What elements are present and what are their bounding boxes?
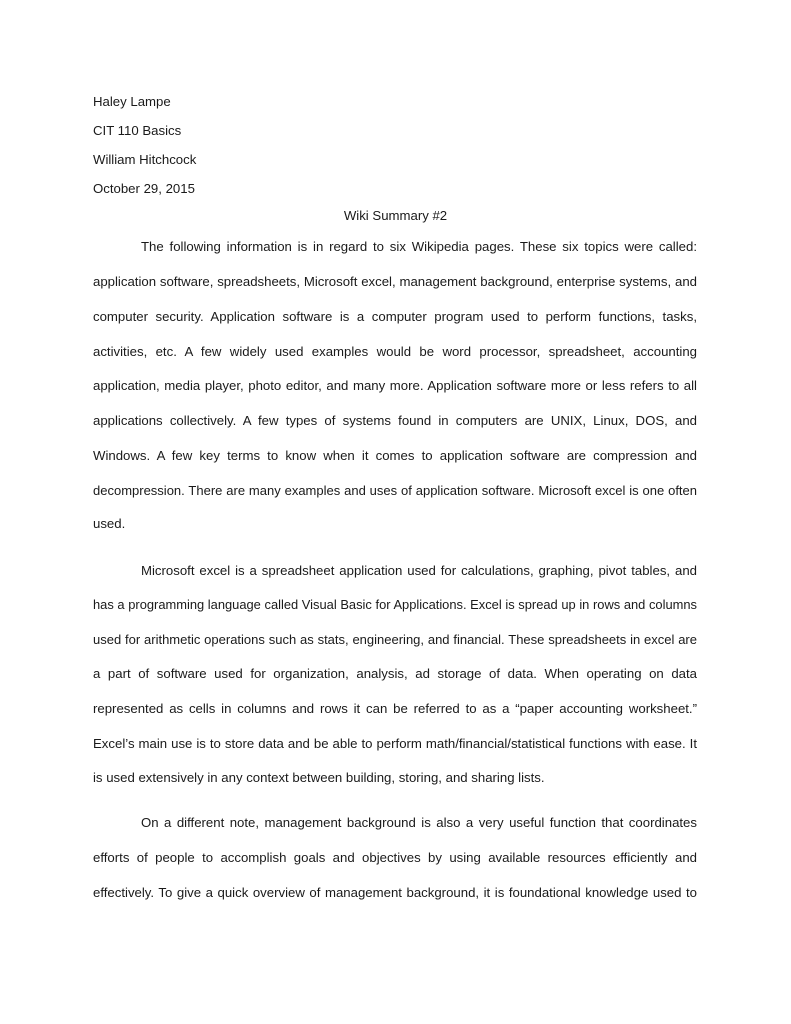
paragraph-line: decompression. There are many examples and uses of application software. Microsoft excel is one often xyxy=(93,483,697,498)
paragraph-line: effectively. To give a quick overview of management background, it is foundational knowledge used to xyxy=(93,885,697,900)
paragraph-line: The following information is in regard to six Wikipedia pages. These six topics were called: xyxy=(141,239,697,254)
course-name: CIT 110 Basics xyxy=(93,123,182,138)
instructor-name: William Hitchcock xyxy=(93,152,197,167)
document-date: October 29, 2015 xyxy=(93,181,195,196)
paragraph-line: application, media player, photo editor, and many more. Application software more or less refers to all xyxy=(93,378,697,393)
paragraph-line: used for arithmetic operations such as stats, engineering, and financial. These spreadsheets in excel are xyxy=(93,632,697,647)
paragraph-line: a part of software used for organization, analysis, ad storage of data. When operating on data xyxy=(93,666,697,681)
paragraph-line: application software, spreadsheets, Microsoft excel, management background, enterprise systems, and xyxy=(93,274,697,289)
author-name: Haley Lampe xyxy=(93,94,171,109)
paragraph-line: Microsoft excel is a spreadsheet application used for calculations, graphing, pivot tables, and xyxy=(141,563,697,578)
paragraph-line: used. xyxy=(93,516,126,531)
paragraph-line: applications collectively. A few types of systems found in computers are UNIX, Linux, DOS, and xyxy=(93,413,697,428)
paragraph-line: computer security. Application software is a computer program used to perform functions, tasks, xyxy=(93,309,697,324)
paragraph-line: activities, etc. A few widely used examples would be word processor, spreadsheet, accounting xyxy=(93,344,697,359)
document-title: Wiki Summary #2 xyxy=(343,208,448,223)
paragraph-line: represented as cells in columns and rows it can be referred to as a “paper accounting worksheet.” xyxy=(93,701,697,716)
paragraph-line: has a programming language called Visual Basic for Applications. Excel is spread up in rows and columns xyxy=(93,597,697,612)
paragraph-line: is used extensively in any context between building, storing, and sharing lists. xyxy=(93,770,545,785)
paragraph-line: efforts of people to accomplish goals and objectives by using available resources efficiently and xyxy=(93,850,697,865)
paragraph-line: On a different note, management background is also a very useful function that coordinates xyxy=(141,815,697,830)
paragraph-line: Excel’s main use is to store data and be able to perform math/financial/statistical functions with ease. It xyxy=(93,736,697,751)
paragraph-line: Windows. A few key terms to know when it comes to application software are compression and xyxy=(93,448,697,463)
